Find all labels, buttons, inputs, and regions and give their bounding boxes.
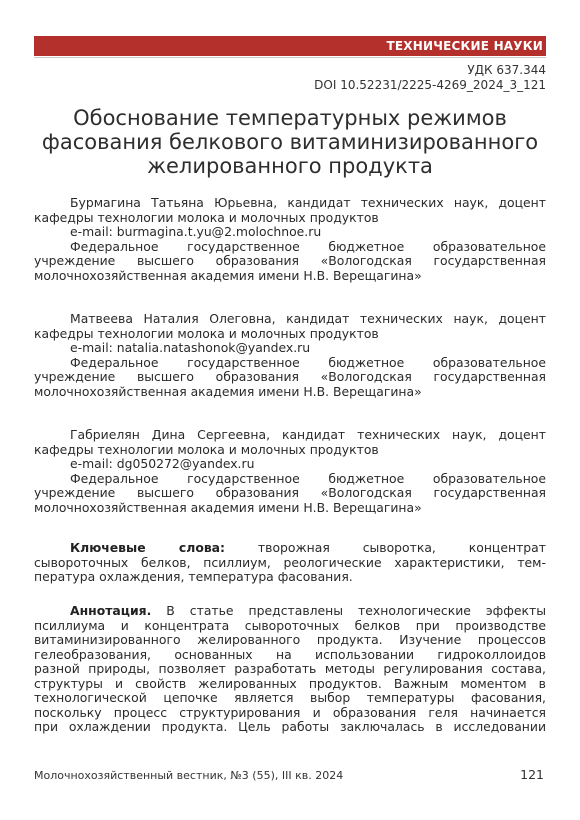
article-title — [34, 106, 546, 178]
author-block — [34, 312, 546, 399]
abstract-line: структуры и свойств желированных продуктов. Важным моментом в — [34, 675, 546, 691]
udk-code: УДК 637.344 — [467, 63, 546, 77]
author-affiliation-line: учреждение высшего образования «Вологодская государственная — [34, 485, 546, 500]
abstract-line: разной природы, позволяет разработать методы регулирования состава, — [34, 661, 546, 676]
author-position-line: кафедры технологии молока и молочных продуктов — [34, 325, 379, 341]
abstract-line: при охлаждении продукта. Цель работы заключалась в исследовании — [34, 719, 546, 734]
keywords-line: сывороточных белков, псиллиум, реологические характеристики, тем- — [34, 554, 546, 570]
abstract-line: поскольку процесс структурирования и образования геля начинается — [34, 704, 546, 720]
section-label: ТЕХНИЧЕСКИЕ НАУКИ — [386, 39, 543, 53]
abstract-line — [34, 604, 546, 619]
author-affiliation-line: учреждение высшего образования «Вологодская государственная — [34, 369, 546, 384]
abstract-block — [34, 604, 546, 735]
author-affiliation-line: Федеральное государственное бюджетное образовательное — [70, 354, 546, 370]
author-block — [34, 196, 546, 283]
section-banner — [34, 36, 546, 56]
abstract-line: витаминизированного желированного продукта. Изучение процессов — [34, 632, 546, 647]
author-affiliation-line: Федеральное государственное бюджетное образовательное — [70, 238, 546, 254]
title-line: фасования белкового витаминизированного — [41, 130, 539, 154]
page-number: 121 — [520, 767, 544, 782]
abstract-line: псиллиума и концентрата сывороточных белков при производстве — [34, 617, 546, 633]
abstract-label: Аннотация. — [70, 603, 152, 618]
author-name-line: Матвеева Наталия Олеговна, кандидат технических наук, доцент — [70, 311, 546, 326]
keywords-text: творожная сыворотка, концентрат — [257, 540, 546, 555]
abstract-text: В статье представлены технологические эффекты — [166, 603, 546, 618]
abstract-line: гелеобразования, основанных на использовании гидроколлоидов — [34, 646, 546, 662]
title-line: Обоснование температурных режимов — [73, 106, 507, 130]
abstract-line: технологической цепочке является выбор температуры фасования, — [34, 690, 546, 705]
author-affiliation-line: учреждение высшего образования «Вологодская государственная — [34, 253, 546, 268]
author-email: e-mail: natalia.natashonok@yandex.ru — [70, 340, 311, 355]
author-block — [34, 428, 546, 515]
banner-divider — [34, 57, 546, 58]
author-affiliation-line: молочнохозяйственная академия имени Н.В. Верещагина» — [34, 267, 422, 283]
title-line: желированного продукта — [147, 154, 433, 178]
doi-code: DOI 10.52231/2225-4269_2024_3_121 — [314, 78, 546, 92]
keywords-line — [34, 541, 546, 556]
author-affiliation-line: Федеральное государственное бюджетное образовательное — [70, 470, 546, 486]
keywords-label: Ключевые слова: — [70, 540, 225, 555]
author-affiliation-line: молочнохозяйственная академия имени Н.В. Верещагина» — [34, 499, 422, 515]
author-email: e-mail: dg050272@yandex.ru — [70, 456, 255, 471]
author-email: e-mail: burmagina.t.yu@2.molochnoe.ru — [70, 224, 322, 239]
author-position-line: кафедры технологии молока и молочных продуктов — [34, 441, 379, 457]
journal-footer: Молочнохозяйственный вестник, №3 (55), III кв. 2024 — [34, 769, 344, 782]
author-name-line: Бурмагина Татьяна Юрьевна, кандидат технических наук, доцент — [70, 195, 546, 210]
author-name-line: Габриелян Дина Сергеевна, кандидат технических наук, доцент — [70, 427, 546, 442]
author-position-line: кафедры технологии молока и молочных продуктов — [34, 209, 379, 225]
author-affiliation-line: молочнохозяйственная академия имени Н.В. Верещагина» — [34, 383, 422, 399]
keywords-line: пература охлаждения, температура фасования. — [34, 569, 353, 584]
keywords-block — [34, 541, 546, 585]
